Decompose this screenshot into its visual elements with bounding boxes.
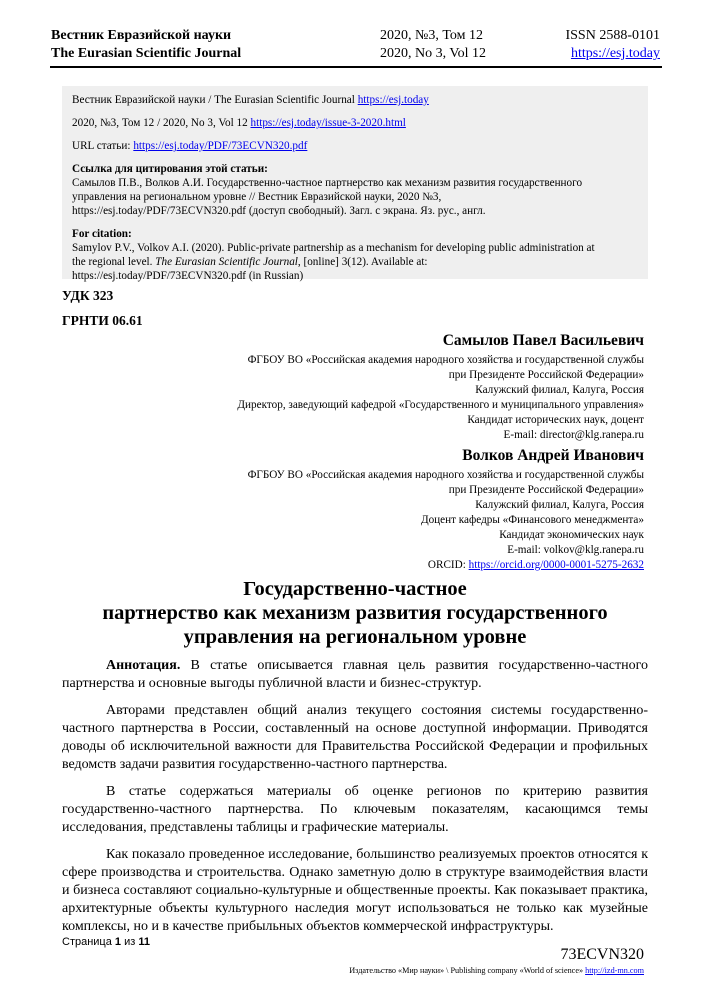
cite-issue-link[interactable]: https://esj.today/issue-3-2020.html bbox=[250, 117, 406, 129]
abstract bbox=[62, 657, 648, 936]
cite-en-line-2: the regional level. The Eurasian Scientific Journal, [online] 3(12). Available at: bbox=[72, 256, 428, 268]
cite-journal-line: Вестник Евразийской науки / The Eurasian Scientific Journal https://esj.today bbox=[72, 94, 429, 106]
page-number: Страница 1 из 11 bbox=[62, 936, 151, 948]
article-title-line-1: Государственно-частное bbox=[243, 578, 467, 600]
cite-en-journal: The Eurasian Scientific Journal bbox=[155, 256, 298, 268]
cite-article-link[interactable]: https://esj.today/PDF/73ECVN320.pdf bbox=[133, 140, 308, 152]
journal-site-link[interactable]: https://esj.today bbox=[570, 46, 660, 61]
abstract-paragraph-4: Как показало проведенное исследование, большинство реализуемых проектов относятся к сфере производства и строительства. Однако заметную долю в структуре взаимодействия власти и бизнеса составляют социально-культурные и общественные проекты. Как показывает практика, архитектурные объекты культурного наследия могут использоваться не только как музейные комплексы, но и в качестве прибыльных объектов коммерческой инфраструктуры. bbox=[62, 847, 648, 934]
cite-ru-line-2: управления на региональном уровне // Вестник Евразийской науки, 2020 №3, bbox=[72, 191, 442, 203]
author-2-email: E-mail: volkov@klg.ranepa.ru bbox=[507, 544, 644, 556]
author-2-block bbox=[248, 445, 644, 573]
publisher-link[interactable]: http://izd-mn.com bbox=[585, 966, 644, 975]
author-2-orcid: ORCID: https://orcid.org/0000-0001-5275-2632 bbox=[427, 559, 644, 571]
author-1-affiliation-2: при Президенте Российской Федерации» bbox=[448, 369, 644, 381]
publisher-line: Издательство «Мир науки» \ Publishing company «World of science» http://izd-mn.com bbox=[349, 966, 644, 975]
cite-issue-line: 2020, №3, Том 12 / 2020, No 3, Vol 12 https://esj.today/issue-3-2020.html bbox=[72, 117, 406, 129]
citation-box bbox=[62, 86, 648, 282]
grnti-code: ГРНТИ 06.61 bbox=[62, 313, 143, 328]
author-2-degree: Кандидат экономических наук bbox=[499, 529, 644, 541]
cite-url-line: URL статьи: https://esj.today/PDF/73ECVN320.pdf bbox=[72, 140, 308, 152]
journal-title-ru: Вестник Евразийской науки bbox=[51, 28, 232, 43]
author-1-degree: Кандидат исторических наук, доцент bbox=[467, 414, 644, 426]
author-2-position: Доцент кафедры «Финансового менеджмента» bbox=[420, 514, 644, 526]
abstract-paragraph-2: Авторами представлен общий анализ текущего состояния системы государственно-частного партнерства в России, составленный на основе доступной информации. Приводятся доводы об исключительной важности для Правительства Российской Федерации и профильных ведомств задачи развития государственно-частного партнерства. bbox=[62, 703, 648, 772]
article-title-line-3: управления на региональном уровне bbox=[183, 626, 527, 648]
cite-ru-heading: Ссылка для цитирования этой статьи: bbox=[72, 163, 268, 175]
issue-info bbox=[380, 27, 486, 63]
cite-journal-link[interactable]: https://esj.today bbox=[357, 94, 429, 106]
cite-en-line-1: Samylov P.V., Volkov A.I. (2020). Public-private partnership as a mechanism for developing public administration at bbox=[72, 242, 595, 254]
udc-code: УДК 323 bbox=[62, 288, 114, 303]
author-1-location: Калужский филиал, Калуга, Россия bbox=[475, 384, 644, 396]
issue-en: 2020, No 3, Vol 12 bbox=[380, 46, 487, 61]
author-1-name: Самылов Павел Васильевич bbox=[442, 332, 644, 349]
header-divider bbox=[50, 66, 662, 68]
issue-ru: 2020, №3, Том 12 bbox=[380, 28, 483, 43]
author-1-block bbox=[237, 330, 644, 443]
author-1-position: Директор, заведующий кафедрой «Государственного и муниципального управления» bbox=[237, 399, 644, 411]
issn: ISSN 2588-0101 bbox=[565, 28, 660, 43]
abstract-paragraph-1: Аннотация. В статье описывается главная цель развития государственно-частного партнерства и основные выгоды публичной власти и бизнес-структур. bbox=[62, 658, 648, 691]
article-title bbox=[40, 577, 670, 649]
cite-ru-line-1: Самылов П.В., Волков А.И. Государственно-частное партнерство как механизм развития государственного bbox=[72, 177, 583, 189]
cite-en-line-3: https://esj.today/PDF/73ECVN320.pdf (in Russian) bbox=[72, 270, 304, 282]
author-2-affiliation: ФГБОУ ВО «Российская академия народного хозяйства и государственной службы bbox=[247, 469, 644, 481]
abstract-paragraph-3: В статье содержаться материалы об оценке регионов по критерию развития государственно-частного партнерства. По ключевым показателям, касающимся темы исследования, представлены таблицы и графические материалы. bbox=[62, 784, 648, 835]
author-2-location: Калужский филиал, Калуга, Россия bbox=[475, 499, 644, 511]
issn-block bbox=[565, 27, 660, 63]
abstract-label: Аннотация. bbox=[106, 658, 181, 673]
author-1-affiliation: ФГБОУ ВО «Российская академия народного хозяйства и государственной службы bbox=[247, 354, 644, 366]
author-2-name: Волков Андрей Иванович bbox=[462, 447, 644, 464]
article-code: 73ECVN320 bbox=[560, 946, 644, 963]
author-2-affiliation-2: при Президенте Российской Федерации» bbox=[448, 484, 644, 496]
cite-en-heading: For citation: bbox=[72, 228, 132, 240]
article-title-line-2: партнерство как механизм развития государственного bbox=[102, 602, 608, 624]
cite-ru-line-3: https://esj.today/PDF/73ECVN320.pdf (доступ свободный). Загл. с экрана. Яз. рус., англ. bbox=[72, 205, 486, 217]
author-2-orcid-link[interactable]: https://orcid.org/0000-0001-5275-2632 bbox=[468, 559, 644, 571]
author-1-email: E-mail: director@klg.ranepa.ru bbox=[503, 429, 644, 441]
journal-title-en: The Eurasian Scientific Journal bbox=[51, 46, 242, 61]
journal-title bbox=[51, 27, 241, 63]
